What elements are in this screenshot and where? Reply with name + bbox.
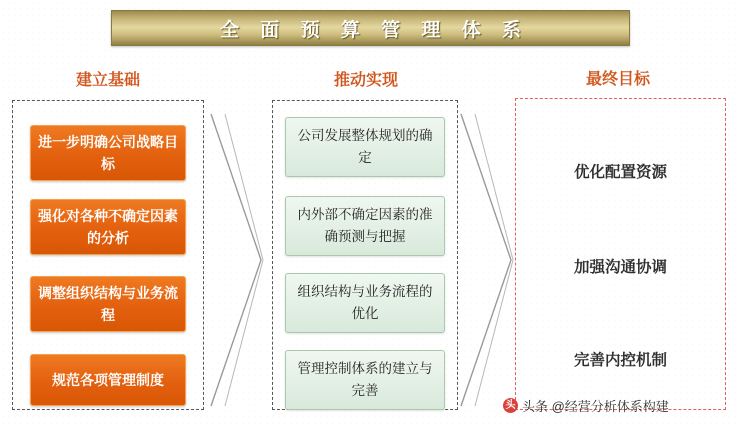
column-header-implementation: 推动实现	[333, 72, 398, 89]
implementation-item[interactable]: 公司发展整体规划的确定	[285, 117, 445, 177]
foundation-item[interactable]: 强化对各种不确定因素的分析	[30, 199, 186, 255]
chevron-right-icon	[205, 110, 267, 415]
diagram-title-bar	[111, 10, 630, 46]
watermark	[503, 396, 669, 415]
watermark-text: 头条 @经营分析体系构建	[522, 399, 669, 414]
page-title: 全 面 预 算 管 理 体 系	[220, 19, 529, 41]
foundation-item[interactable]: 调整组织结构与业务流程	[30, 276, 186, 332]
foundation-item[interactable]: 规范各项管理制度	[30, 354, 186, 406]
column-header-goal: 最终目标	[585, 71, 650, 88]
column-header-foundation: 建立基础	[75, 72, 140, 89]
goal-item: 加强沟通协调	[573, 259, 667, 276]
foundation-item[interactable]: 进一步明确公司战略目标	[30, 125, 186, 181]
goal-item: 优化配置资源	[573, 164, 667, 181]
toutiao-logo-icon: 头	[503, 398, 518, 413]
implementation-item[interactable]: 管理控制体系的建立与完善	[285, 350, 445, 410]
implementation-item[interactable]: 内外部不确定因素的准确预测与把握	[285, 196, 445, 256]
chevron-right-icon	[455, 110, 517, 415]
implementation-item[interactable]: 组织结构与业务流程的优化	[285, 273, 445, 333]
goal-item: 完善内控机制	[573, 352, 667, 369]
